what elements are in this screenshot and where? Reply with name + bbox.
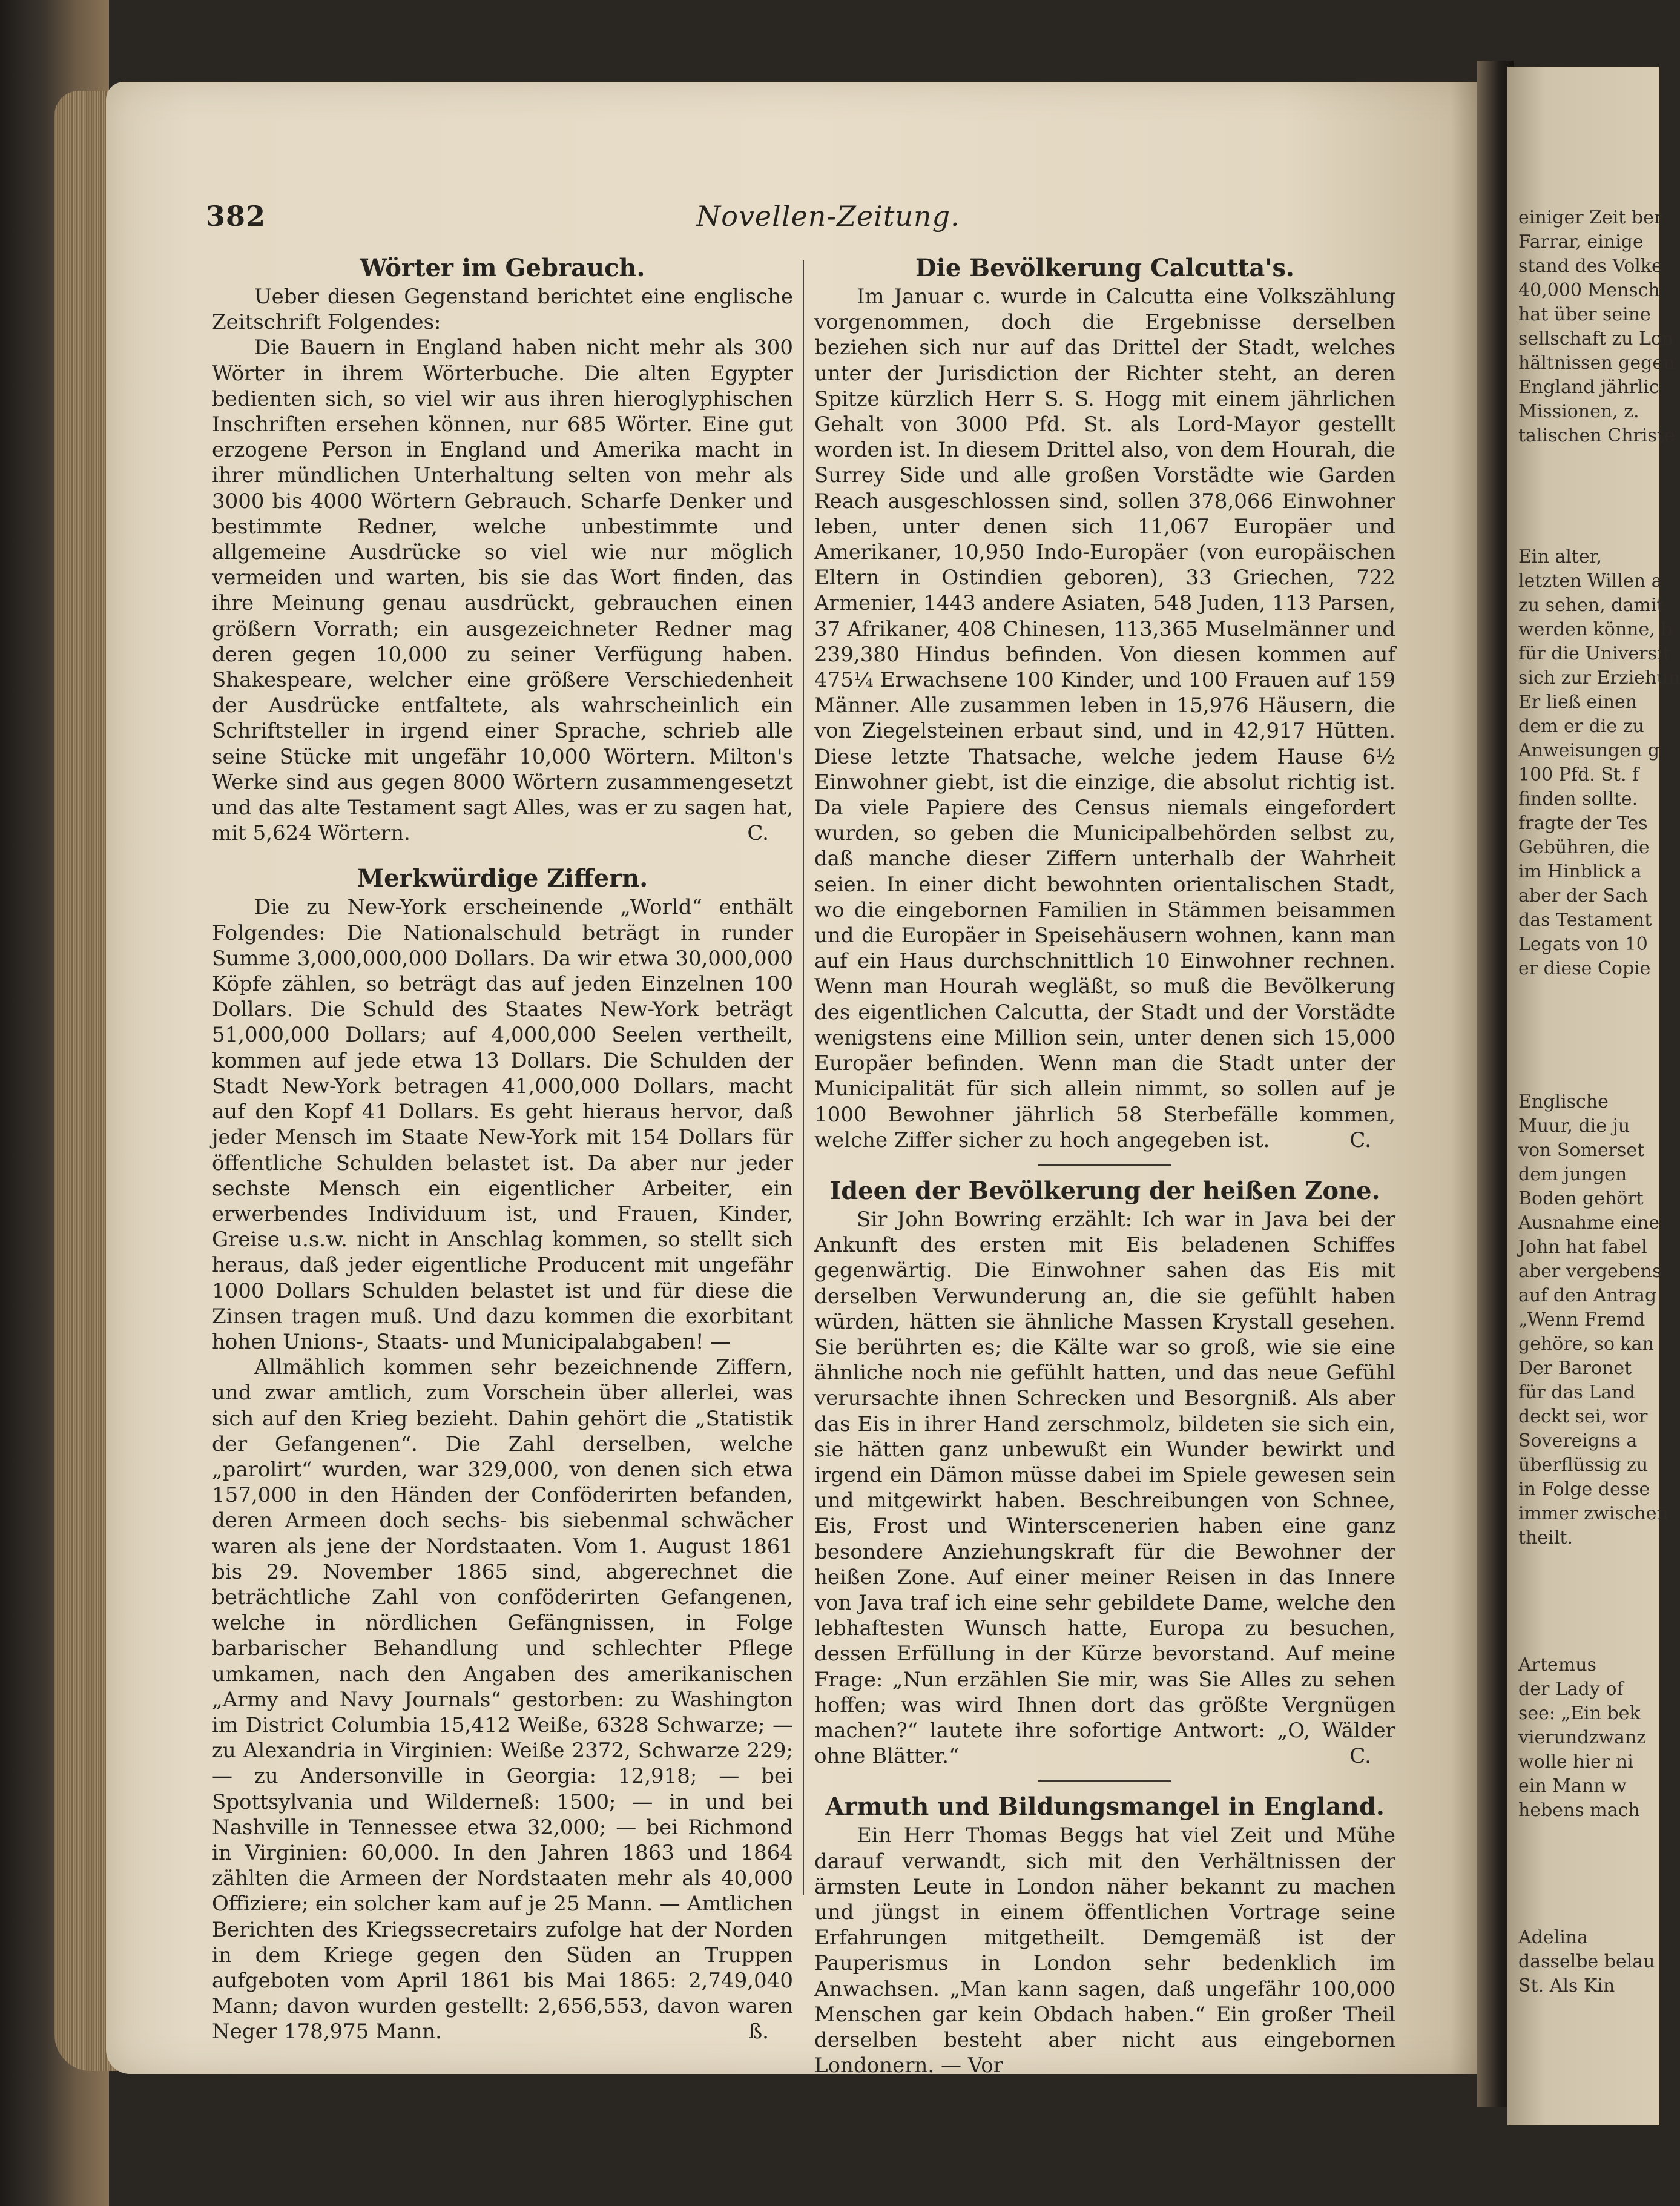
next-page-text-fragment: deckt sei, wor [1518,1406,1648,1427]
next-page-text-fragment: England jährlic [1518,377,1659,398]
next-page-text-fragment: letzten Willen a [1518,570,1662,592]
next-page-text-fragment: aber der Sach [1518,885,1649,907]
article-signature: C. [747,821,769,846]
article-separator [1038,1780,1171,1782]
next-page-text-fragment: das Testament [1518,910,1652,931]
next-page-text-fragment: gehöre, so kan [1518,1333,1654,1355]
article-separator [1038,1164,1171,1166]
next-page-text-fragment: sellschaft zu Lon [1518,328,1674,349]
next-page-text-fragment: der Lady of [1518,1679,1624,1700]
article-merkwuerdige-ziffern [212,864,793,2044]
next-page-text-fragment: aber vergebens [1518,1261,1662,1282]
next-page-text-fragment: Anweisungen g [1518,740,1660,761]
next-page-text-fragment: werden könne, b [1518,619,1673,640]
next-page-text-fragment: auf den Antrag [1518,1285,1657,1306]
paragraph-text: Im Januar c. wurde in Calcutta eine Volkszählung vorgenommen, doch die Ergebnisse derselben beziehen sich nur auf das Drittel der Stadt, welches unter der Jurisdiction der Richter steht, an deren Spitze kürzlich Herr S. S. Hogg mit einem jährlichen Gehalt von 3000 Pfd. St. als Lord-Mayor gestellt worden ist. In diesem Drittel also, von dem Hourah, die Surrey Side und alle großen Vorstädte wie Garden Reach ausgeschlossen sind, sollen 378,066 Einwohner leben, unter denen sich 11,067 Europäer und Amerikaner, 10,950 Indo-Europäer (von europäischen Eltern in Ostindien geboren), 33 Griechen, 722 Armenier, 1443 andere Asiaten, 548 Juden, 113 Parsen, 37 Afrikaner, 408 Chinesen, 113,365 Muselmänner und 239,380 Hindus befinden. Von diesen kommen auf 475¼ Erwachsene 100 Kinder, und 100 Frauen auf 159 Männer. Alle zusammen leben in 15,976 Häusern, die von Ziegelsteinen erbaut sind, und in 42,917 Hütten. Diese letzte Thatsache, welche jedem Hause 6½ Einwohner giebt, ist die einzige, die absolut richtig ist. Da viele Papiere des Census niemals eingefordert wurden, so geben die Municipalbehörden selbst zu, daß manche dieser Ziffern unterhalb der Wahrheit seien. In einer dicht bewohnten orientalischen Stadt, wo die eingebornen Familien in Stämmen beisammen und die Europäer in Speisehäusern wohnen, kann man auf ein Haus durchschnittlich 10 Einwohner rechnen. Wenn man Hourah wegläßt, so muß die Bevölkerung des eigentlichen Calcutta, der Stadt und der Vorstädte wenigstens eine Million sein, unter denen sich 15,000 Europäer befinden. Wenn man die Stadt unter der Municipalität für sich allein nimmt, so sollen auf je 1000 Bewohner jährlich 58 Sterbefälle kommen, welche Ziffer sicher zu hoch angegeben ist. [814,285,1395,1152]
article-title: Armuth und Bildungsmangel in England. [825,1792,1385,1821]
column-divider [803,260,804,1895]
article-paragraph [212,1355,793,2044]
next-page-text-fragment: Boden gehört [1518,1188,1644,1209]
next-page-text-fragment: wolle hier ni [1518,1751,1633,1772]
article-paragraph [814,1207,1395,1769]
next-page-text-fragment: dem jungen [1518,1164,1627,1185]
page-number: 382 [206,200,266,233]
article-signature: C. [1349,1744,1371,1769]
article-title: Merkwürdige Ziffern. [357,864,648,893]
right-page-fragment [1507,67,1680,2125]
article-paragraph: Ueber diesen Gegenstand berichtet eine englische Zeitschrift Folgendes: [212,285,793,335]
next-page-text-fragment: vierundzwanz [1518,1727,1646,1748]
article-bevoelkerung-calcutta [814,254,1395,1153]
next-page-text-fragment: sich zur Erziehun [1518,667,1680,689]
next-page-text-fragment: zu sehen, damit [1518,595,1664,616]
next-page-text-fragment: Farrar, einige [1518,231,1644,253]
next-page-text-fragment: finden sollte. [1518,788,1638,810]
next-page-text-fragment: Sovereigns a [1518,1430,1638,1451]
next-page-text-fragment: Muur, die ju [1518,1115,1630,1137]
next-page-text-fragment: Gebühren, die [1518,837,1650,858]
paragraph-text: Sir John Bowring erzählt: Ich war in Java bei der Ankunft des ersten mit Eis beladenen Schiffes gegenwärtig. Die Einwohner sahen das Eis mit derselben Verwunderung an, die sie gefühlt haben würden, hätten sie ähnliche Massen Krystall gesehen. Sie berührten es; die Kälte war so groß, wie sie eine ähnliche noch nie gefühlt hatten, und das neue Gefühl verursachte ihnen Schrecken und Besorgniß. Als aber das Eis in ihrer Hand zerschmolz, bildeten sie sich ein, sie hätten ganz unbewußt ein Wunder bewirkt und irgend ein Dämon müsse dabei im Spiele gewesen sein und mitgewirkt haben. Beschreibungen von Schnee, Eis, Frost und Winterscenerien haben eine ganz besondere Anziehungskraft für die Bewohner der heißen Zone. Auf einer meiner Reisen in das Innere von Java traf ich eine sehr gebildete Dame, welche den lebhaftesten Wunsch hatte, Europa zu besuchen, dessen Erfüllung in der Kürze bevorstand. Auf meine Frage: „Nun erzählen Sie mir, was Sie Alles zu sehen hoffen; was wird Ihnen dort das größte Vergnügen machen?“ lautete ihre sofortige Antwort: „O, Wälder ohne Blätter.“ [814,1207,1395,1769]
next-page-text-fragment: Ein alter, [1518,546,1603,567]
next-page-text-fragment: ein Mann w [1518,1775,1627,1797]
next-page-text-fragment: für das Land [1518,1382,1635,1403]
next-page-text-fragment: von Somerset [1518,1140,1645,1161]
next-page-text-fragment: Er ließ einen [1518,692,1638,713]
next-page-text-fragment: 40,000 Mensch [1518,280,1660,301]
paragraph-text: Die Bauern in England haben nicht mehr als 300 Wörter in ihrem Wörterbuche. Die alten Egypter bedienten sich, so viel wir aus ihren hieroglyphischen Inschriften ersehen können, nur 685 Wörter. Eine gut erzogene Person in England und Amerika macht in ihrer mündlichen Unterhaltung selten von mehr als 3000 bis 4000 Wörtern Gebrauch. Scharfe Denker und bestimmte Redner, welche unbestimmte und allgemeine Ausdrücke so viel wie nur möglich vermeiden und warten, bis sie das Wort finden, das ihre Meinung genau ausdrückt, gebrauchen einen größern Vorrath; ein ausgezeichneter Redner mag deren gegen 10,000 zu seiner Verfügung haben. Shakespeare, welcher eine größere Verschiedenheit der Ausdrücke entfaltete, als wahrscheinlich ein Schriftsteller in irgend einer Sprache, schrieb alle seine Stücke mit ungefähr 10,000 Wörtern. Milton's Werke sind aus gegen 8000 Wörtern zusammengesetzt und das alte Testament sagt Alles, was er zu sagen hat, mit 5,624 Wörtern. [212,335,793,846]
article-ideen-heisse-zone [814,1177,1395,1769]
next-page-text-fragment: im Hinblick a [1518,861,1642,882]
next-page-text-fragment: hältnissen gegen [1518,352,1675,374]
article-signature: C. [1349,1128,1371,1152]
next-page-text-fragment: John hat fabel [1518,1237,1647,1258]
right-column [814,251,1395,2078]
next-page-text-fragment: „Wenn Fremd [1518,1309,1645,1330]
next-page-text-fragment: Ausnahme eine [1518,1212,1660,1233]
next-page-text-fragment: überflüssig zu [1518,1455,1649,1476]
article-title: Ideen der Bevölkerung der heißen Zone. [829,1176,1380,1205]
next-page-text-fragment: talischen Christe [1518,425,1675,446]
next-page-text-fragment: Missionen, z. [1518,401,1639,422]
next-page-text-fragment: stand des Volke [1518,256,1662,277]
next-page-text-fragment: für die Universit [1518,643,1670,664]
next-page-text-fragment: er diese Copie [1518,958,1651,979]
next-page-text-fragment: Der Baronet [1518,1358,1632,1379]
running-title: Novellen-Zeitung. [696,200,960,233]
next-page-text-fragment: in Folge desse [1518,1479,1650,1500]
next-page-text-fragment: dasselbe belau [1518,1951,1655,1972]
next-page-text-fragment: Artemus [1518,1654,1596,1676]
paragraph-text: Allmählich kommen sehr bezeichnende Ziffern, und zwar amtlich, zum Vorschein über allerlei, was sich auf den Krieg bezieht. Dahin gehört die „Statistik der Gefangenen“. Die Zahl derselben, welche „parolirt“ wurden, war 329,000, von denen sich etwa 157,000 in den Händen der Conföderirten befanden, deren Armeen doch sechs- bis siebenmal schwächer waren als jene der Nordstaaten. Vom 1. August 1861 bis 29. November 1865 sind, abgerechnet die beträchtliche Zahl von conföderirten Gefangenen, welche in nördlichen Gefängnissen, in Folge barbarischer Behandlung und schlechter Pflege umkamen, nach den Angaben des amerikanischen „Army and Navy Journals“ gestorben: zu Washington im District Columbia 15,412 Weiße, 6328 Schwarze; — zu Alexandria in Virginien: Weiße 2372, Schwarze 229; — zu Andersonville in Georgia: 12,918; — bei Spottsylvania und Wilderneß: 1500; — in und bei Nashville in Tennessee etwa 32,000; — bei Richmond in Virginien: 60,000. In den Jahren 1863 und 1864 zählten die Armeen der Nordstaaten mehr als 40,000 Offiziere; ein solcher kam auf je 25 Mann. — Amtlichen Berichten des Kriegssecretairs zufolge hat der Norden in dem Kriege gegen den Süden an Truppen aufgeboten vom April 1861 bis Mai 1865: 2,749,040 Mann; davon wurden gestellt: 2,656,553, davon waren Neger 178,975 Mann. [212,1355,793,2044]
next-page-text-fragment: Adelina [1518,1927,1589,1948]
article-paragraph [814,284,1395,1153]
article-paragraph: Die zu New-York erscheinende „World“ enthält Folgendes: Die Nationalschuld beträgt in runder Summe 3,000,000,000 Dollars. Da wir etwa 30,000,000 Köpfe zählen, so beträgt das auf jeden Einzelnen 100 Dollars. Die Schuld des Staates New-York beträgt 51,000,000 Dollars; auf 4,000,000 Seelen vertheilt, kommen auf jede etwa 13 Dollars. Die Schulden der Stadt New-York betragen 41,000,000 Dollars, macht auf den Kopf 41 Dollars. Es geht hieraus hervor, daß jeder Mensch im Staate New-York mit 154 Dollars für öffentliche Schulden belastet ist. Da aber nur jeder sechste Mensch ein eigentlicher Arbeiter, ein erwerbendes Individuum ist, und Frauen, Kinder, Greise u.s.w. nicht in Anschlag kommen, so stellt sich heraus, daß jeder eigentliche Producent mit ungefähr 1000 Dollars Schulden belastet ist und für diese die Zinsen tragen muß. Und dazu kommen die exorbitant hohen Unions-, Staats- und Municipalabgaben! — [212,895,793,1354]
next-page-text-fragment: hebens mach [1518,1800,1640,1821]
next-page-text-fragment: 100 Pfd. St. f [1518,764,1639,785]
next-page-text-fragment: St. Als Kin [1518,1975,1615,1996]
next-page-text-fragment: see: „Ein bek [1518,1703,1641,1724]
next-page-text-fragment: Legats von 10 [1518,934,1648,955]
article-title: Wörter im Gebrauch. [360,254,645,282]
article-signature: ß. [748,2019,769,2044]
article-armuth-england [814,1792,1395,2078]
article-paragraph: Ein Herr Thomas Beggs hat viel Zeit und Mühe darauf verwandt, sich mit den Verhältnissen der ärmsten Leute in London näher bekannt zu machen und jüngst in einem öffentlichen Vortrage seine Erfahrungen mitgetheilt. Demgemäß ist der Pauperismus in London sehr bedenklich im Anwachsen. „Man kann sagen, daß ungefähr 100,000 Menschen gar kein Obdach haben.“ Ein großer Theil derselben besteht aber nicht aus eingebornen Londonern. — Vor [814,1823,1395,2078]
article-woerter-im-gebrauch [212,254,793,846]
left-column [212,251,793,2045]
next-page-text-fragment: Englische [1518,1091,1609,1112]
next-page-text-fragment: theilt. [1518,1527,1573,1548]
next-page-text-fragment: dem er die zu [1518,716,1644,737]
next-page-text-fragment: fragte der Tes [1518,813,1648,834]
article-paragraph [212,335,793,846]
next-page-text-fragment: hat über seine [1518,304,1651,325]
next-page-text-fragment: einiger Zeit ber [1518,207,1663,228]
next-page-text-fragment: immer zwischen [1518,1503,1668,1524]
article-title: Die Bevölkerung Calcutta's. [915,254,1294,282]
